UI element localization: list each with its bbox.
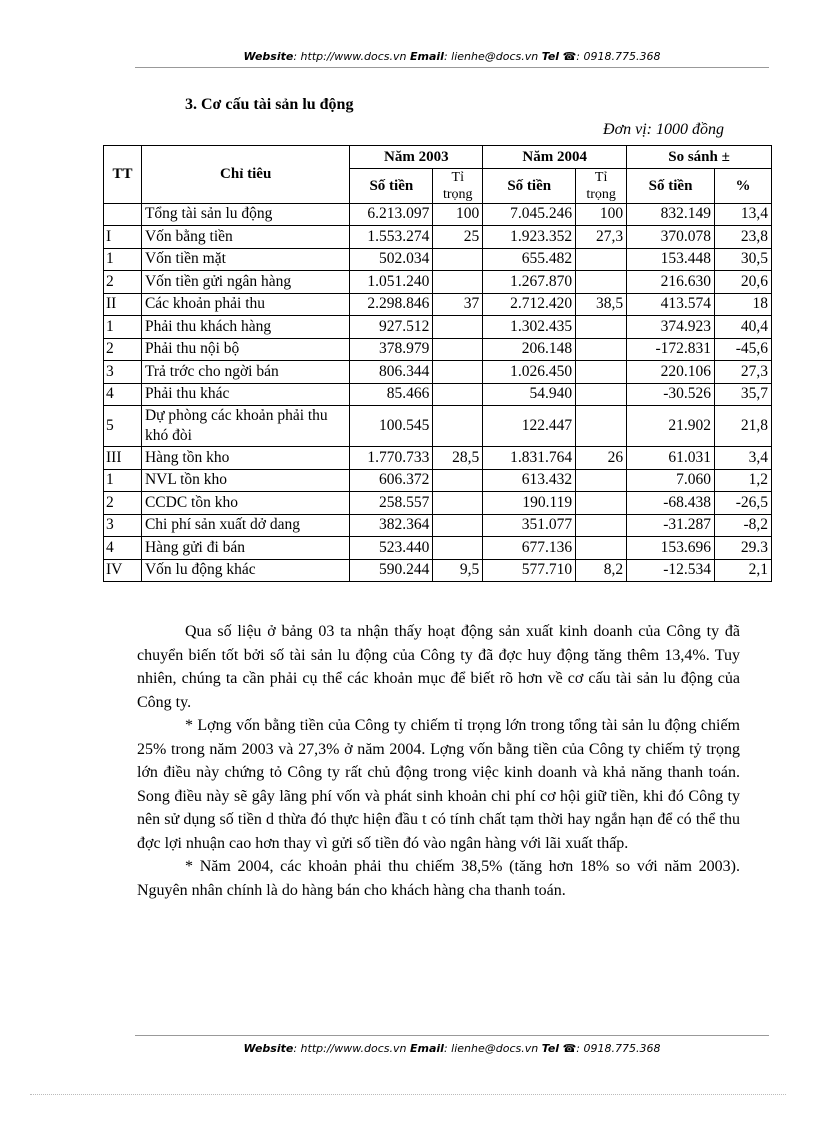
cell-v2003: 502.034 (350, 248, 433, 271)
paragraph: * Lợng vốn bằng tiền của Công ty chiếm tỉ trọng lớn trong tổng tài sản lu động chiếm 25% trong năm 2003 và 27,3% ở năm 2004. Lợng vốn bằng tiền của Công ty chiếm tỷ trọng lớn điều này chứng tỏ Công ty rất chủ động trong việc kinh doanh và khả năng thanh toán. Song điều này sẽ gây lãng phí vốn và phát sinh khoản chi phí cơ hội giữ tiền, khi đó Công ty nên sử dụng số tiền d thừa đó thực hiện đầu t có tính chất tạm thời hay ngắn hạn để có thể thu đợc lợi nhuận cao hơn thay vì gửi số tiền đó vào ngân hàng với lãi xuất thấp. (137, 717, 740, 852)
col-nam-2004: Năm 2004 (483, 146, 627, 169)
cell-v2003: 378.979 (350, 338, 433, 361)
cell-name: CCDC tồn kho (141, 492, 349, 515)
cell-w2003 (433, 316, 483, 339)
cell-tt: 1 (104, 316, 142, 339)
cell-name: Chi phí sản xuất dở dang (141, 514, 349, 537)
table-row (104, 361, 772, 384)
cell-v2003: 590.244 (350, 559, 433, 582)
cell-name: Tổng tài sản lu động (141, 203, 349, 226)
cell-pct: 20,6 (715, 271, 772, 294)
cell-name: Vốn bằng tiền (141, 226, 349, 249)
cell-tt: 4 (104, 537, 142, 560)
tel-value: : 0918.775.368 (576, 1042, 661, 1055)
cell-w2003: 28,5 (433, 447, 483, 470)
cell-w2003 (433, 406, 483, 447)
cell-tt: IV (104, 559, 142, 582)
cell-name: Phải thu khác (141, 383, 349, 406)
cell-w2004 (576, 537, 627, 560)
cell-v2004: 1.267.870 (483, 271, 576, 294)
email-value[interactable]: : lienhe@docs.vn (443, 50, 539, 63)
cell-pct: 40,4 (715, 316, 772, 339)
section-title: 3. Cơ cấu tài sản lu động (185, 96, 354, 113)
website-label: Website (243, 50, 294, 63)
table-row (104, 271, 772, 294)
cell-name: Trả trớc cho ngời bán (141, 361, 349, 384)
cell-diff: 220.106 (627, 361, 715, 384)
cell-diff: 370.078 (627, 226, 715, 249)
col-percent: % (715, 168, 772, 203)
cell-diff: -30.526 (627, 383, 715, 406)
cell-diff: 21.902 (627, 406, 715, 447)
cell-w2004: 27,3 (576, 226, 627, 249)
footer-divider (135, 1035, 769, 1036)
tel-label: Tel (541, 1042, 560, 1055)
cell-v2004: 190.119 (483, 492, 576, 515)
email-label: Email (410, 50, 444, 63)
table-row (104, 537, 772, 560)
cell-tt: 1 (104, 469, 142, 492)
cell-w2004 (576, 316, 627, 339)
cell-v2003: 927.512 (350, 316, 433, 339)
col-ti-trong-2004: Tỉ trọng (576, 168, 627, 203)
cell-pct: -26,5 (715, 492, 772, 515)
cell-w2004 (576, 271, 627, 294)
table-row (104, 226, 772, 249)
cell-pct: 13,4 (715, 203, 772, 226)
cell-v2003: 806.344 (350, 361, 433, 384)
col-nam-2003: Năm 2003 (350, 146, 483, 169)
cell-w2004: 100 (576, 203, 627, 226)
cell-tt: I (104, 226, 142, 249)
cell-v2004: 1.026.450 (483, 361, 576, 384)
tel-label: Tel (541, 50, 560, 63)
table-row (104, 248, 772, 271)
col-so-sanh: So sánh ± (627, 146, 772, 169)
col-so-tien-2004: Số tiền (483, 168, 576, 203)
cell-tt: 2 (104, 271, 142, 294)
cell-v2004: 54.940 (483, 383, 576, 406)
cell-tt: II (104, 293, 142, 316)
cell-v2003: 258.557 (350, 492, 433, 515)
phone-icon: ☎ (562, 50, 577, 63)
cell-w2003 (433, 492, 483, 515)
cell-w2003: 9,5 (433, 559, 483, 582)
cell-diff: 61.031 (627, 447, 715, 470)
cell-diff: -31.287 (627, 514, 715, 537)
cell-w2003 (433, 338, 483, 361)
table-row (104, 469, 772, 492)
cell-w2004 (576, 338, 627, 361)
cell-pct: 35,7 (715, 383, 772, 406)
col-chi-tieu: Chỉ tiêu (141, 146, 349, 204)
website-url[interactable]: : http://www.docs.vn (293, 1042, 407, 1055)
cell-w2004 (576, 383, 627, 406)
cell-w2004 (576, 514, 627, 537)
cell-v2004: 206.148 (483, 338, 576, 361)
cell-pct: 29.3 (715, 537, 772, 560)
table-row (104, 316, 772, 339)
cell-diff: 413.574 (627, 293, 715, 316)
cell-v2003: 1.553.274 (350, 226, 433, 249)
cell-v2004: 1.831.764 (483, 447, 576, 470)
website-label: Website (243, 1042, 294, 1055)
cell-pct: 30,5 (715, 248, 772, 271)
cell-w2004 (576, 492, 627, 515)
cell-pct: -45,6 (715, 338, 772, 361)
cell-w2003 (433, 383, 483, 406)
cell-w2004 (576, 361, 627, 384)
cell-v2003: 85.466 (350, 383, 433, 406)
website-url[interactable]: : http://www.docs.vn (293, 50, 407, 63)
cell-pct: 21,8 (715, 406, 772, 447)
cell-tt: 2 (104, 338, 142, 361)
cell-w2003 (433, 361, 483, 384)
cell-diff: -172.831 (627, 338, 715, 361)
cell-name: Vốn lu động khác (141, 559, 349, 582)
cell-pct: 1,2 (715, 469, 772, 492)
cell-v2004: 2.712.420 (483, 293, 576, 316)
cell-name: Vốn tiền gửi ngân hàng (141, 271, 349, 294)
cell-w2003 (433, 248, 483, 271)
paragraph: * Năm 2004, các khoản phải thu chiếm 38,5% (tăng hơn 18% so với năm 2003). Nguyên nhân chính là do hàng bán cho khách hàng cha thanh toán. (137, 858, 740, 899)
cell-diff: 153.448 (627, 248, 715, 271)
page-header (135, 50, 769, 63)
cell-diff: 374.923 (627, 316, 715, 339)
email-label: Email (410, 1042, 444, 1055)
cell-w2003: 25 (433, 226, 483, 249)
cell-w2003 (433, 469, 483, 492)
cell-w2004: 26 (576, 447, 627, 470)
table-row (104, 293, 772, 316)
cell-v2004: 655.482 (483, 248, 576, 271)
col-tt: TT (104, 146, 142, 204)
cell-w2003: 37 (433, 293, 483, 316)
cell-name: Dự phòng các khoản phải thu khó đòi (141, 406, 349, 447)
email-value[interactable]: : lienhe@docs.vn (443, 1042, 539, 1055)
cell-pct: 23,8 (715, 226, 772, 249)
cell-tt: III (104, 447, 142, 470)
cell-v2003: 1.051.240 (350, 271, 433, 294)
cell-w2004: 8,2 (576, 559, 627, 582)
col-so-tien-diff: Số tiền (627, 168, 715, 203)
unit-note: Đơn vị: 1000 đồng (603, 121, 724, 138)
cell-name: Hàng tồn kho (141, 447, 349, 470)
cell-w2004: 38,5 (576, 293, 627, 316)
cell-tt: 1 (104, 248, 142, 271)
cell-w2003 (433, 514, 483, 537)
cell-diff: 7.060 (627, 469, 715, 492)
cell-diff: -68.438 (627, 492, 715, 515)
table-row (104, 338, 772, 361)
cell-v2003: 523.440 (350, 537, 433, 560)
tel-value: : 0918.775.368 (576, 50, 661, 63)
cell-tt (104, 203, 142, 226)
cell-v2003: 606.372 (350, 469, 433, 492)
cell-name: Hàng gửi đi bán (141, 537, 349, 560)
page-footer (135, 1042, 769, 1055)
cell-diff: 153.696 (627, 537, 715, 560)
cell-w2003 (433, 271, 483, 294)
col-ti-trong-2003: Tỉ trọng (433, 168, 483, 203)
cell-tt: 3 (104, 514, 142, 537)
cell-v2004: 1.302.435 (483, 316, 576, 339)
cell-w2004 (576, 469, 627, 492)
col-so-tien-2003: Số tiền (350, 168, 433, 203)
table-row (104, 492, 772, 515)
cell-name: Phải thu nội bộ (141, 338, 349, 361)
cell-v2004: 577.710 (483, 559, 576, 582)
table-row (104, 383, 772, 406)
table-row (104, 559, 772, 582)
cell-v2004: 1.923.352 (483, 226, 576, 249)
cell-tt: 5 (104, 406, 142, 447)
cell-diff: -12.534 (627, 559, 715, 582)
cell-w2003: 100 (433, 203, 483, 226)
paragraph: Qua số liệu ở bảng 03 ta nhận thấy hoạt động sản xuất kinh doanh của Công ty đã chuyển biến tốt bởi số tài sản lu động của Công ty đã đợc huy động tăng thêm 13,4%. Tuy nhiên, chúng ta cần phải cụ thể các khoản mục để biết rõ hơn về cơ cấu tài sản lu động của Công ty. (137, 623, 740, 711)
cell-v2004: 351.077 (483, 514, 576, 537)
table-row (104, 514, 772, 537)
cell-v2003: 100.545 (350, 406, 433, 447)
cell-name: Phải thu khách hàng (141, 316, 349, 339)
cell-tt: 2 (104, 492, 142, 515)
cell-v2003: 2.298.846 (350, 293, 433, 316)
cell-tt: 4 (104, 383, 142, 406)
cell-w2004 (576, 248, 627, 271)
cell-name: Vốn tiền mặt (141, 248, 349, 271)
cell-v2003: 6.213.097 (350, 203, 433, 226)
cell-tt: 3 (104, 361, 142, 384)
cell-pct: 3,4 (715, 447, 772, 470)
cell-name: Các khoản phải thu (141, 293, 349, 316)
cell-v2004: 677.136 (483, 537, 576, 560)
cell-v2004: 613.432 (483, 469, 576, 492)
cell-w2003 (433, 537, 483, 560)
cell-diff: 832.149 (627, 203, 715, 226)
table-row (104, 406, 772, 447)
header-divider (135, 67, 769, 68)
cell-pct: 27,3 (715, 361, 772, 384)
cell-diff: 216.630 (627, 271, 715, 294)
cell-pct: 2,1 (715, 559, 772, 582)
cell-v2004: 122.447 (483, 406, 576, 447)
cell-pct: -8,2 (715, 514, 772, 537)
table-row (104, 203, 772, 226)
analysis-text (137, 620, 740, 902)
cell-v2003: 1.770.733 (350, 447, 433, 470)
asset-structure-table (103, 145, 772, 582)
cell-v2003: 382.364 (350, 514, 433, 537)
cell-pct: 18 (715, 293, 772, 316)
table-row (104, 447, 772, 470)
cell-name: NVL tồn kho (141, 469, 349, 492)
cell-v2004: 7.045.246 (483, 203, 576, 226)
cell-w2004 (576, 406, 627, 447)
phone-icon: ☎ (562, 1042, 577, 1055)
page-edge (30, 1094, 786, 1095)
